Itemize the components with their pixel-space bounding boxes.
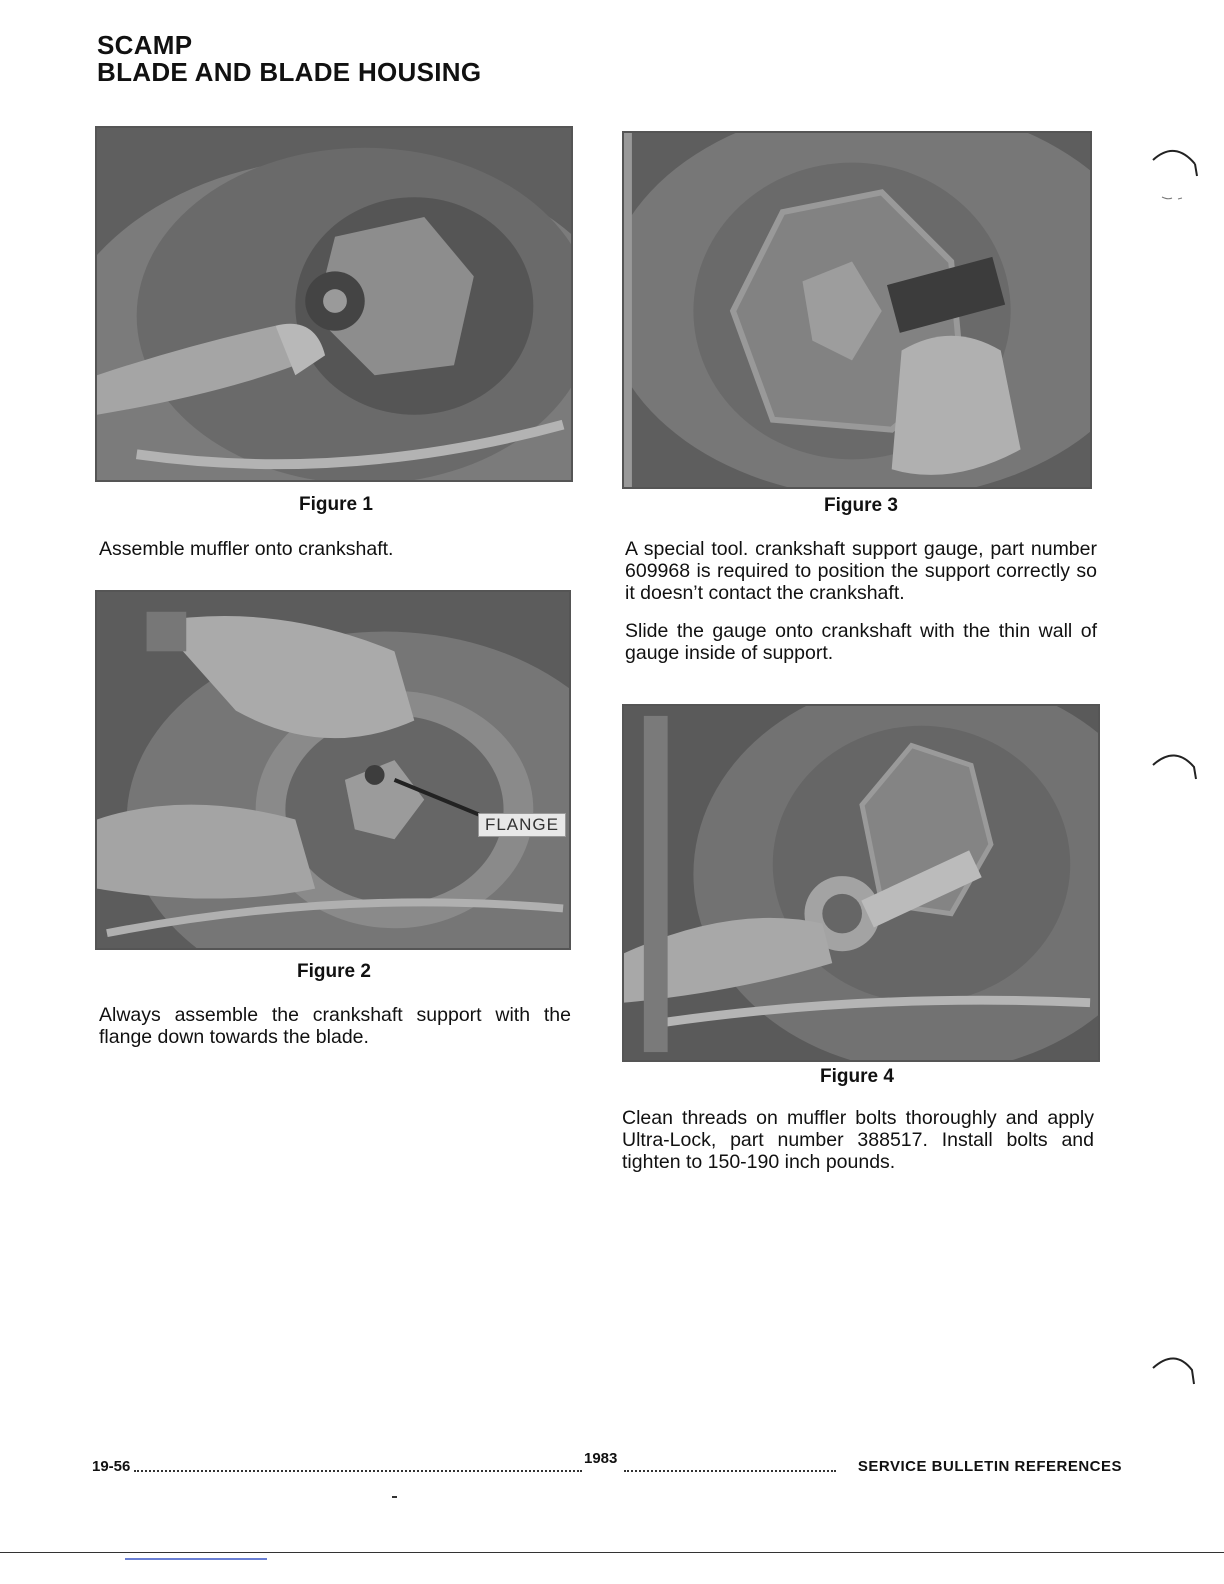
footer-leader-right — [624, 1468, 836, 1472]
figure-2-photo — [95, 590, 571, 950]
figure-4-photo — [622, 704, 1100, 1062]
small-dash — [392, 1496, 397, 1498]
margin-mark-middle — [1150, 747, 1200, 787]
figure-4-paragraph: Clean threads on muffler bolts thoroughly and apply Ultra-Lock, part number 388517. Install bolts and tighten to 150-190 inch pounds. — [622, 1107, 1094, 1173]
footer-reference: SERVICE BULLETIN REFERENCES — [857, 1458, 1122, 1475]
figure-1-caption: Figure 1 — [299, 494, 373, 515]
figure-1-text — [99, 538, 577, 576]
bottom-rule — [0, 1552, 1224, 1553]
figure-3-paragraph-1: A special tool. crankshaft support gauge, part number 609968 is required to position the support correctly so it doesn’t contact the crankshaft. — [625, 538, 1097, 604]
flange-callout: FLANGE — [478, 813, 566, 837]
figure-4-text — [622, 1107, 1094, 1189]
figure-3-caption: Figure 3 — [824, 495, 898, 516]
figure-3-text — [625, 538, 1097, 680]
figure-3-paragraph-2: Slide the gauge onto crankshaft with the thin wall of gauge inside of support. — [625, 620, 1097, 664]
margin-mark-bottom — [1150, 1350, 1200, 1390]
footer-year: 1983 — [584, 1450, 618, 1467]
figure-3-photo — [622, 131, 1092, 489]
figure-1-paragraph: Assemble muffler onto crankshaft. — [99, 538, 394, 560]
figure-2-paragraph: Always assemble the crankshaft support with the flange down towards the blade. — [99, 1004, 571, 1048]
title-line-section: BLADE AND BLADE HOUSING — [97, 57, 482, 87]
page-title — [97, 32, 481, 86]
figure-4-caption: Figure 4 — [820, 1066, 894, 1087]
margin-mark-top — [1150, 142, 1200, 202]
footer-leader-left — [134, 1468, 582, 1472]
page-number: 19-56 — [92, 1458, 131, 1475]
bottom-blue-line — [125, 1558, 267, 1560]
figure-2-caption: Figure 2 — [297, 961, 371, 982]
title-line-scamp: SCAMP — [97, 30, 193, 60]
figure-1-photo — [95, 126, 573, 482]
page-footer — [92, 1450, 1122, 1480]
figure-2-text — [99, 1004, 571, 1064]
